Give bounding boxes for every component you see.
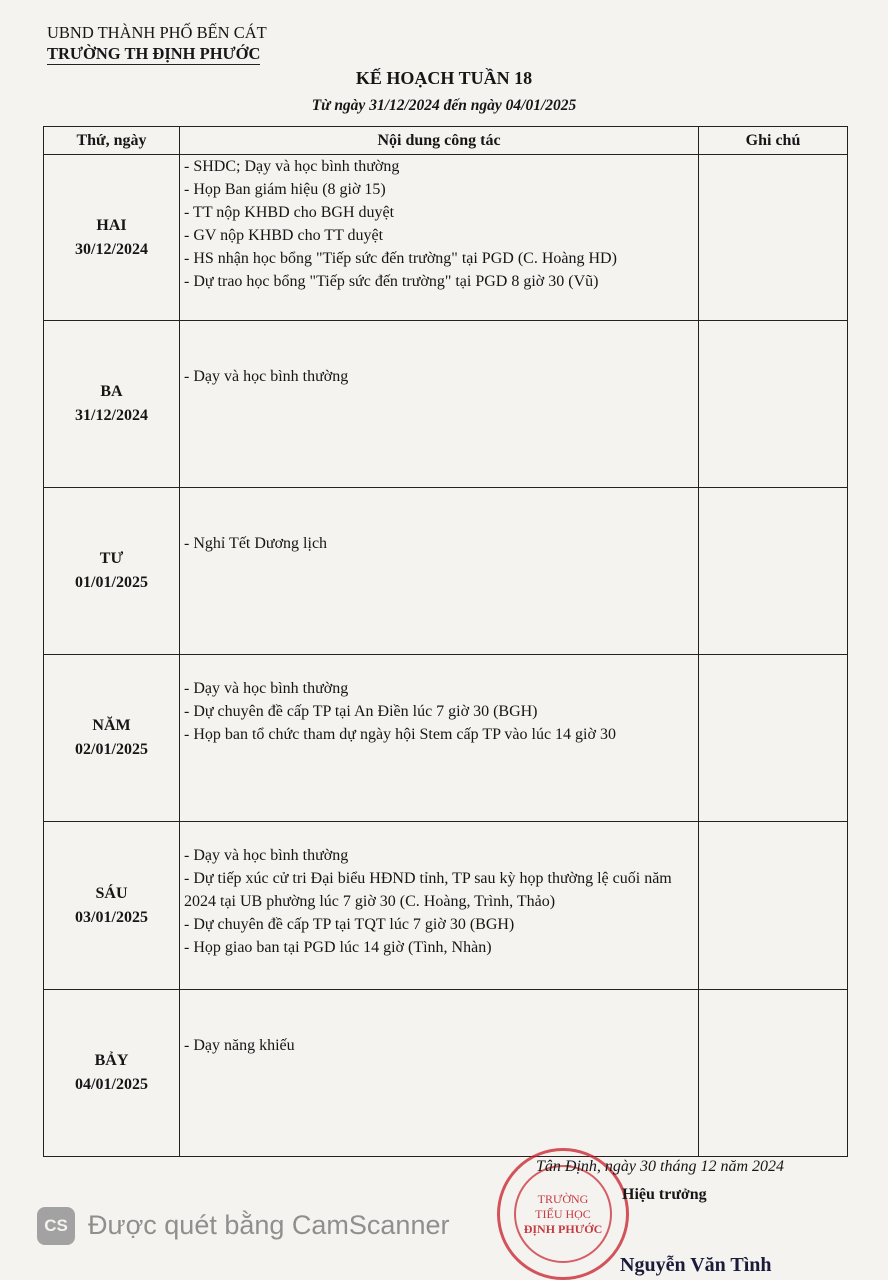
task-item: - Họp giao ban tại PGD lúc 14 giờ (Tình, Nhàn) (184, 939, 492, 956)
note-cell (699, 822, 848, 990)
table-row (44, 155, 848, 321)
day-name: BẢY (94, 1052, 129, 1069)
day-cell (44, 822, 180, 990)
day-date: 31/12/2024 (75, 407, 148, 424)
table-row (44, 321, 848, 488)
day-cell (44, 488, 180, 655)
column-header-day: Thứ, ngày (44, 127, 180, 155)
task-item: - Nghỉ Tết Dương lịch (184, 535, 328, 552)
task-item: - Dạy và học bình thường (184, 680, 349, 697)
signer-role: Hiệu trưởng (622, 1186, 707, 1203)
day-date: 04/01/2025 (75, 1076, 148, 1093)
day-name: TƯ (99, 550, 124, 567)
table-header-row (44, 127, 848, 155)
note-cell (699, 990, 848, 1157)
column-header-content: Nội dung công tác (180, 127, 699, 155)
task-item: - Họp ban tổ chức tham dự ngày hội Stem cấp TP vào lúc 14 giờ 30 (184, 726, 616, 743)
task-item: - Dự trao học bổng "Tiếp sức đến trường" tại PGD 8 giờ 30 (Vũ) (184, 273, 599, 290)
task-item: - GV nộp KHBD cho TT duyệt (184, 227, 384, 244)
task-item: - SHDC; Dạy và học bình thường (184, 158, 400, 175)
task-item: - Dự tiếp xúc cử tri Đại biểu HĐND tỉnh, TP sau kỳ họp thường lệ cuối năm 2024 tại UB phường lúc 7 giờ 30 (C. Hoàng, Trình, Thảo) (184, 870, 672, 910)
table-row (44, 822, 848, 990)
column-header-note: Ghi chú (699, 127, 848, 155)
task-item: - Dạy và học bình thường (184, 847, 349, 864)
day-date: 30/12/2024 (75, 240, 148, 258)
org-line-2: TRƯỜNG TH ĐỊNH PHƯỚC (47, 44, 261, 63)
organization-header (47, 22, 267, 65)
table-row (44, 655, 848, 822)
document-subtitle: Từ ngày 31/12/2024 đến ngày 04/01/2025 (311, 97, 577, 114)
signature-place-date: Tân Định, ngày 30 tháng 12 năm 2024 (536, 1158, 784, 1175)
signer-name: Nguyễn Văn Tình (620, 1254, 772, 1276)
day-name: NĂM (92, 717, 131, 734)
day-cell (44, 990, 180, 1157)
task-item: - Dự chuyên đề cấp TP tại TQT lúc 7 giờ 30 (BGH) (184, 916, 515, 933)
day-cell (44, 155, 180, 321)
table-row (44, 488, 848, 655)
stamp-line-3: ĐỊNH PHƯỚC (523, 1221, 603, 1236)
day-date: 02/01/2025 (75, 741, 148, 758)
stamp-line-2: TIỂU HỌC (535, 1206, 591, 1221)
camscanner-logo-icon: CS (37, 1207, 75, 1245)
note-cell (699, 321, 848, 488)
note-cell (699, 655, 848, 822)
content-cell (180, 990, 699, 1157)
day-name: HAI (96, 216, 127, 234)
weekly-plan-table (43, 126, 848, 1157)
day-cell (44, 321, 180, 488)
content-cell (180, 155, 699, 321)
day-date: 03/01/2025 (75, 908, 148, 926)
day-name: BA (100, 383, 123, 400)
org-line-1: UBND THÀNH PHỐ BẾN CÁT (47, 23, 267, 42)
content-cell (180, 655, 699, 822)
day-cell (44, 655, 180, 822)
stamp-line-1: TRƯỜNG (537, 1191, 589, 1206)
task-item: - Họp Ban giám hiệu (8 giờ 15) (184, 181, 386, 198)
task-item: - TT nộp KHBD cho BGH duyệt (184, 204, 395, 221)
content-cell (180, 488, 699, 655)
table-row (44, 990, 848, 1157)
content-cell (180, 822, 699, 990)
note-cell (699, 155, 848, 321)
day-name: SÁU (95, 884, 128, 902)
document-title: KẾ HOẠCH TUẦN 18 (355, 68, 533, 88)
task-item: - Dạy năng khiếu (184, 1037, 295, 1054)
task-item: - Dự chuyên đề cấp TP tại An Điền lúc 7 giờ 30 (BGH) (184, 703, 538, 720)
note-cell (699, 488, 848, 655)
content-cell (180, 321, 699, 488)
camscanner-watermark: Được quét bằng CamScanner (88, 1210, 450, 1240)
day-date: 01/01/2025 (75, 574, 148, 591)
task-item: - Dạy và học bình thường (184, 368, 349, 385)
task-item: - HS nhận học bổng "Tiếp sức đến trường" tại PGD (C. Hoàng HD) (184, 250, 617, 267)
